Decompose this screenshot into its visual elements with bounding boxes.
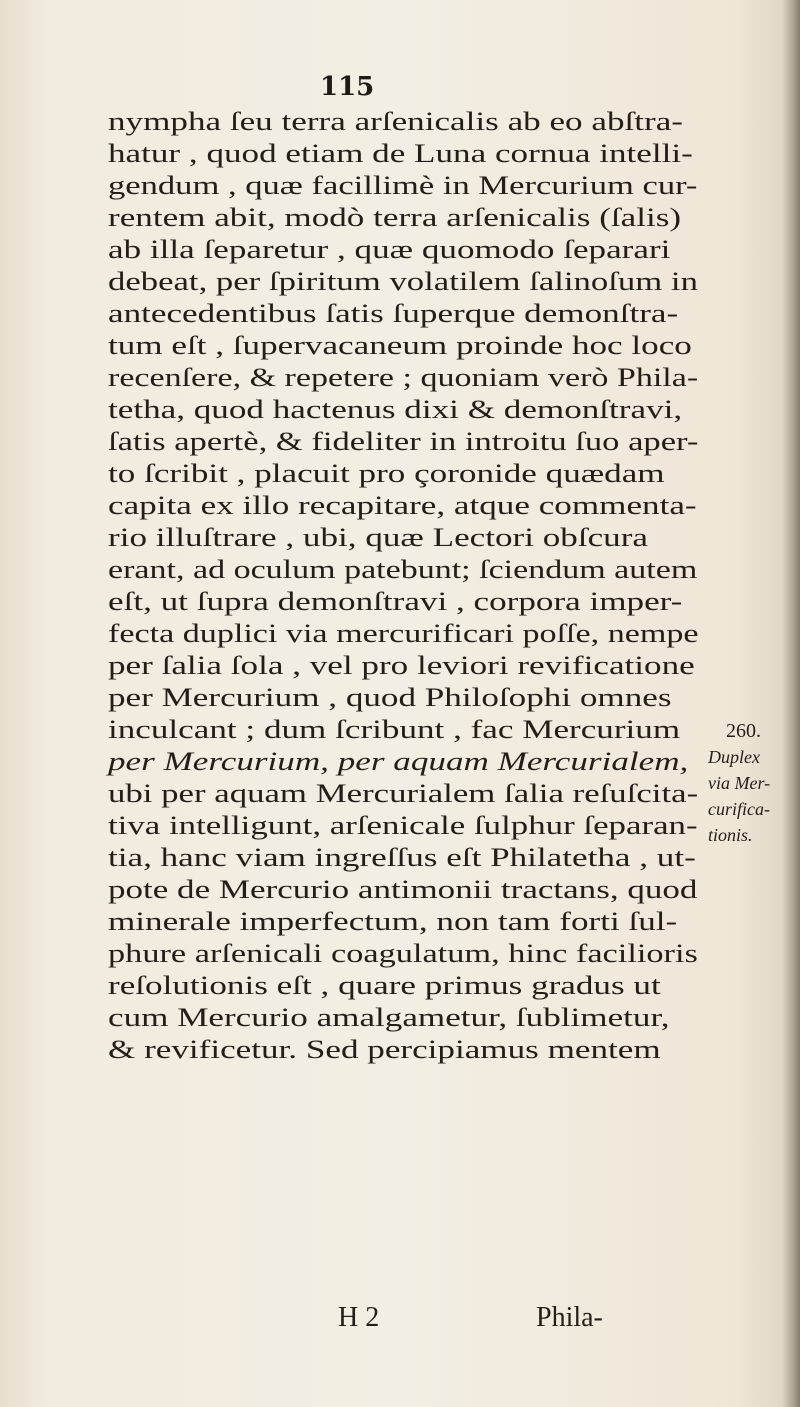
margin-note-line: via Mer- <box>708 773 771 793</box>
text-line: pote de Mercurio antimonii tractans, quod <box>108 875 698 904</box>
text-line: nympha ſeu terra arſenicalis ab eo abſtra- <box>108 107 683 136</box>
page-number: 115 <box>320 72 375 102</box>
text-line: inculcant ; dum ſcribunt , fac Mercurium <box>108 715 681 744</box>
text-line: rio illuſtrare , ubi, quæ Lectori obſcura <box>108 523 648 552</box>
text-line: tum eſt , ſupervacaneum proinde hoc loco <box>108 331 692 360</box>
margin-note-line: tionis. <box>708 825 753 845</box>
text-line: per Mercurium , quod Philoſophi omnes <box>108 683 672 712</box>
text-line: ubi per aquam Mercurialem ſalia reſuſcita- <box>108 779 699 808</box>
catchword: Phila- <box>536 1302 603 1333</box>
text-line: reſolutionis eſt , quare primus gradus ut <box>108 971 661 1000</box>
text-line: rentem abit, modò terra arſenicalis (ſalis) <box>108 203 682 232</box>
text-line: ſatis apertè, & fideliter in introitu ſuo aper- <box>108 427 699 456</box>
text-line: fecta duplici via mercurificari poſſe, nempe <box>108 619 699 648</box>
text-line: tetha, quod hactenus dixi & demonſtravi, <box>108 395 683 424</box>
text-line: to ſcribit , placuit pro çoronide quædam <box>108 459 665 488</box>
margin-note-number: 260. <box>726 720 761 742</box>
page-gutter-shadow <box>782 0 800 1407</box>
text-line: tia, hanc viam ingreſſus eſt Philatetha , ut- <box>108 843 696 872</box>
margin-note <box>708 718 796 848</box>
text-line: antecedentibus ſatis ſuperque demonſtra- <box>108 299 679 328</box>
text-line: debeat, per ſpiritum volatilem ſalinoſum in <box>108 267 698 296</box>
margin-note-line: curifica- <box>708 799 770 819</box>
text-line: phure arſenicali coagulatum, hinc facilioris <box>108 939 698 968</box>
margin-note-line: Duplex <box>708 747 760 767</box>
signature-mark: H 2 <box>338 1302 380 1333</box>
text-line: cum Mercurio amalgametur, ſublimetur, <box>108 1003 670 1032</box>
text-line: minerale imperfectum, non tam forti ſul- <box>108 907 678 936</box>
text-line: per Mercurium, per aquam Mercurialem, <box>108 747 689 776</box>
text-line: eſt, ut ſupra demonſtravi , corpora imper- <box>108 587 683 616</box>
text-line: & revificetur. Sed percipiamus mentem <box>108 1035 661 1064</box>
text-line: capita ex illo recapitare, atque commenta- <box>108 491 697 520</box>
text-line: recenſere, & repetere ; quoniam verò Phila- <box>108 363 699 392</box>
text-line: per ſalia ſola , vel pro leviori revificatione <box>108 651 695 680</box>
text-line: tiva intelligunt, arſenicale ſulphur ſeparan- <box>108 811 698 840</box>
text-line: hatur , quod etiam de Luna cornua intelli- <box>108 139 693 168</box>
text-line: gendum , quæ facillimè in Mercurium cur- <box>108 171 698 200</box>
text-line: erant, ad oculum patebunt; ſciendum autem <box>108 555 698 584</box>
text-line: ab illa ſeparetur , quæ quomodo ſeparari <box>108 235 671 264</box>
